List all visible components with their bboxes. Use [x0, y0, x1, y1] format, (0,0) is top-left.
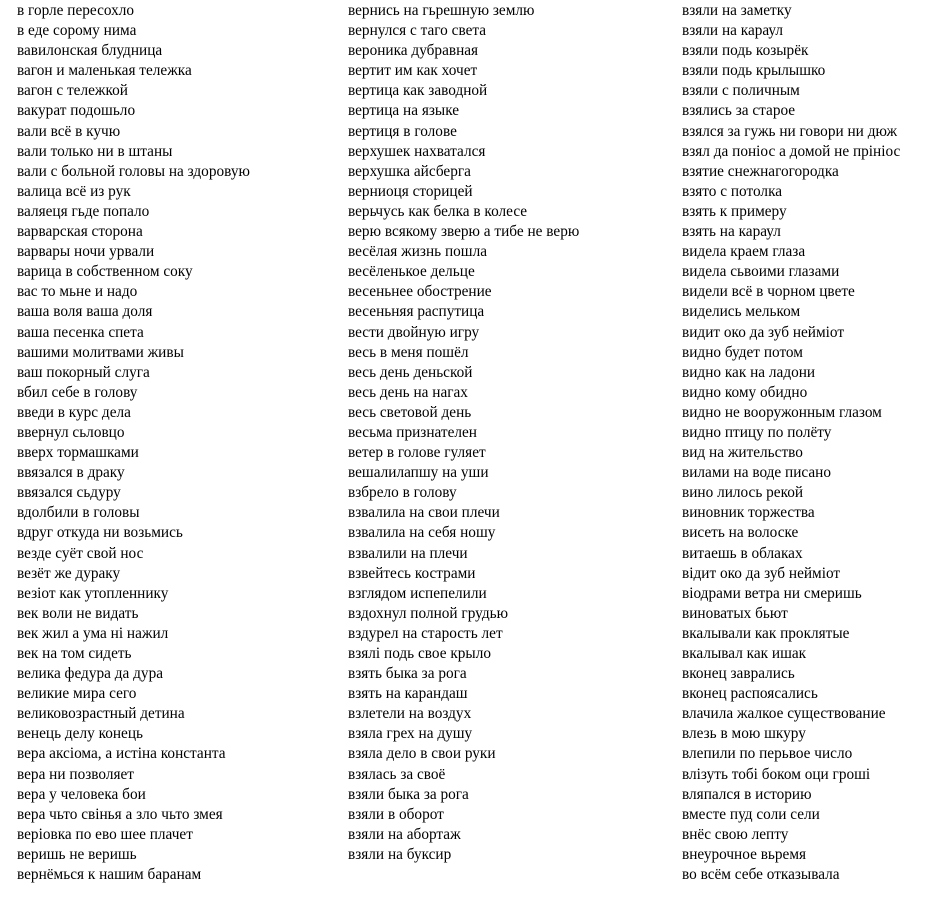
phrase-line: весёлая жизнь пошла [348, 243, 487, 261]
phrase-line: взяли на абортаж [348, 825, 461, 843]
phrase-line: вместе пуд соли сели [682, 805, 820, 823]
phrase-line: вера ни позволяет [17, 765, 134, 783]
phrase-line: внёс свою лепту [682, 825, 789, 843]
phrase-line: взяли быка за рога [348, 785, 469, 803]
phrase-line: в горле пересохло [17, 2, 135, 19]
phrase-line: введи в курс дела [17, 403, 131, 421]
phrase-line: вид на жительство [682, 444, 803, 462]
phrase-line: вертиця в голове [348, 122, 457, 140]
phrase-line: взяли в оборот [348, 805, 444, 823]
phrase-line: валяеця гьде попало [17, 202, 150, 220]
phrase-line: вавилонская блудница [17, 42, 163, 60]
phrase-line: вали только ни в штаны [17, 142, 173, 160]
phrase-line: взял да понiос а домой не прiнiос [682, 142, 901, 160]
phrase-line: вернулся с таго света [348, 22, 487, 40]
phrase-line: взглядом испепелили [348, 584, 487, 602]
phrase-line: вали всё в кучю [17, 122, 121, 140]
phrase-line: взяли подь козырёк [682, 42, 809, 60]
phrase-line: везiот как утопленнику [17, 584, 169, 602]
phrase-line: весь день на нагах [348, 383, 468, 401]
phrase-line: вагон и маленькая тележка [17, 62, 192, 80]
phrase-line: вздурел на старость лет [348, 624, 503, 642]
phrase-line: вздохнул полной грудью [348, 604, 509, 622]
phrase-line: влачила жалкое существование [682, 705, 886, 723]
phrase-line: взбрело в голову [348, 484, 457, 502]
phrase-line: взятие снежнагогородка [682, 162, 839, 180]
phrase-line: вертица на языке [348, 102, 460, 120]
phrase-line: взято с потолка [682, 182, 783, 200]
phrase-line: взять на карандаш [348, 685, 468, 703]
phrase-line: взяли подь крылышко [682, 62, 826, 80]
phrase-line: варварская сторона [17, 223, 143, 241]
phrase-line: влiзуть тобi боком оци грошi [682, 765, 871, 783]
phrase-line: взяли на буксир [348, 845, 452, 863]
phrase-line: взять на караул [682, 223, 781, 241]
phrase-line: витаешь в облаках [682, 544, 803, 562]
phrase-line: вiдит око да зуб неймiот [682, 564, 841, 582]
phrase-line: влезь в мою шкуру [682, 725, 806, 743]
phrase-line: ввязался в драку [17, 464, 125, 482]
phrase-line: верниоця сторицей [348, 182, 473, 200]
phrase-line: валица всё из рук [17, 182, 131, 200]
phrase-line: венець делу конець [17, 725, 144, 743]
phrase-line: верю всякому зверю а тибе не верю [348, 223, 580, 241]
phrase-line: взялись за старое [682, 102, 796, 120]
phrase-line: весь в меня пошёл [348, 343, 469, 361]
phrase-line: везде суёт свой нос [17, 544, 144, 562]
phrase-line: взяли на караул [682, 22, 784, 40]
phrase-line: взяли с поличным [682, 82, 800, 100]
phrase-line: великие мира сего [17, 685, 137, 703]
phrase-line: вера аксiома, а истiна константа [17, 745, 226, 763]
phrase-line: вешалилапшу на уши [348, 464, 489, 482]
phrase-line: вкалывал как ишак [682, 645, 807, 662]
phrase-line: видит око да зуб неймiот [682, 323, 845, 341]
phrase-line: ввернул сьловцо [17, 423, 125, 441]
phrase-line: видела сьвоими глазами [682, 263, 840, 281]
phrase-line: верхушек нахватался [348, 142, 486, 160]
phrase-line: взлетели на воздух [348, 705, 472, 723]
phrase-line: взяла дело в свои руки [348, 745, 496, 763]
phrase-line: век жил а ума ні нажил [17, 624, 169, 642]
phrase-line: влепили по перьвое число [682, 745, 853, 763]
phrase-line: взвалила на себя ношу [348, 524, 496, 542]
phrase-line: вера чьто свiнья а зло чьто змея [17, 805, 223, 823]
phrase-line: в еде сорому нима [17, 22, 137, 40]
phrase-line: видно не вооружонным глазом [682, 403, 882, 421]
phrase-line: взять к примеру [682, 202, 787, 220]
phrase-line: велика федура да дура [17, 665, 164, 683]
phrase-line: вкалывали как проклятые [682, 624, 850, 642]
phrase-line: вали с больной головы на здоровую [17, 162, 250, 180]
phrase-line: весьма признателен [348, 423, 477, 441]
phrase-line: вдолбили в головы [17, 504, 140, 522]
phrase-line: варица в собственном соку [17, 263, 193, 281]
phrase-line: везёт же дураку [17, 564, 121, 582]
phrase-line: взяла грех на душу [348, 725, 473, 743]
phrase-line: видно как на ладони [682, 363, 816, 381]
phrase-line: вдруг откуда ни возьмись [17, 524, 183, 542]
phrase-line: вашими молитвами живы [17, 343, 184, 361]
phrase-line: вакурат подошьло [17, 102, 136, 120]
phrase-line: взвалили на плечи [348, 544, 468, 562]
phrase-line: весь день деньской [348, 363, 473, 381]
phrase-line: ввязался сьдуру [17, 484, 121, 502]
phrase-line: висеть на волоске [682, 524, 799, 542]
phrase-line: вилами на воде писано [682, 464, 832, 482]
phrase-line: варвары ночи урвали [17, 243, 155, 261]
phrase-line: виделись мельком [682, 303, 801, 321]
phrase-line: взять быка за рога [348, 665, 467, 683]
phrase-line: весеньнее обострение [348, 283, 492, 301]
phrase-line: весёленькое дельце [348, 263, 475, 281]
phrase-line: вернись на гьрешную землю [348, 2, 535, 19]
phrase-line: ветер в голове гуляет [348, 444, 486, 462]
phrase-line: век воли не видать [17, 604, 139, 622]
phrase-line: вбил себе в голову [17, 383, 138, 401]
phrase-line: век на том сидеть [17, 645, 132, 662]
phrase-line: видели всё в чорном цвете [682, 283, 855, 301]
phrase-line: вертит им как хочет [348, 62, 478, 80]
phrase-line: верхушка айсберга [348, 162, 471, 180]
phrase-line: веришь не веришь [17, 845, 137, 863]
phrase-line: вконец распоясались [682, 685, 818, 703]
phrase-line: вагон с тележкой [17, 82, 128, 100]
phrase-line: вiодрами ветра ни смеришь [682, 584, 862, 602]
phrase-line: вертица как заводной [348, 82, 488, 100]
phrase-line: взялся за гужь ни говори ни дюж [682, 122, 898, 140]
phrase-line: видно птицу по полёту [682, 423, 832, 441]
phrase-line: вести двойную игру [348, 323, 480, 341]
phrase-line: внеурочное вьремя [682, 845, 807, 863]
phrase-column-2 [348, 1, 670, 865]
phrase-line: взяли на заметку [682, 2, 792, 19]
phrase-line: вляпался в историю [682, 785, 812, 803]
phrase-column-1 [17, 1, 337, 885]
phrase-line: верiовка по ево шее плачет [17, 825, 193, 843]
phrase-line: вино лилось рекой [682, 484, 804, 502]
phrase-line: видела краем глаза [682, 243, 806, 261]
phrase-line: вконец заврались [682, 665, 795, 683]
phrase-line: ваша воля ваша доля [17, 303, 153, 321]
phrase-line: виновник торжества [682, 504, 815, 522]
phrase-line: вверх тормашками [17, 444, 139, 462]
phrase-line: весь световой день [348, 403, 472, 421]
phrase-line: верьчусь как белка в колесе [348, 202, 528, 220]
phrase-line: великовозрастный детина [17, 705, 185, 723]
phrase-column-3 [682, 1, 944, 885]
phrase-line: видно будет потом [682, 343, 803, 361]
phrase-line: взялi подь свое крыло [348, 645, 491, 662]
phrase-line: вас то мьне и надо [17, 283, 138, 301]
phrase-line: взялась за своё [348, 765, 446, 783]
phrase-line: во всём себе отказывала [682, 866, 840, 884]
phrase-line: весеньняя распутица [348, 303, 485, 321]
phrase-line: вернёмься к нашим баранам [17, 866, 202, 884]
phrase-line: ваш покорный слуга [17, 363, 150, 381]
phrase-line: вероника дубравная [348, 42, 479, 60]
phrase-line: виноватых бьют [682, 604, 788, 622]
phrase-line: взвалила на свои плечи [348, 504, 500, 522]
phrase-line: вера у человека бои [17, 785, 146, 803]
phrase-line: взвейтесь кострами [348, 564, 476, 582]
phrase-line: видно кому обидно [682, 383, 808, 401]
phrase-line: ваша песенка спета [17, 323, 144, 341]
